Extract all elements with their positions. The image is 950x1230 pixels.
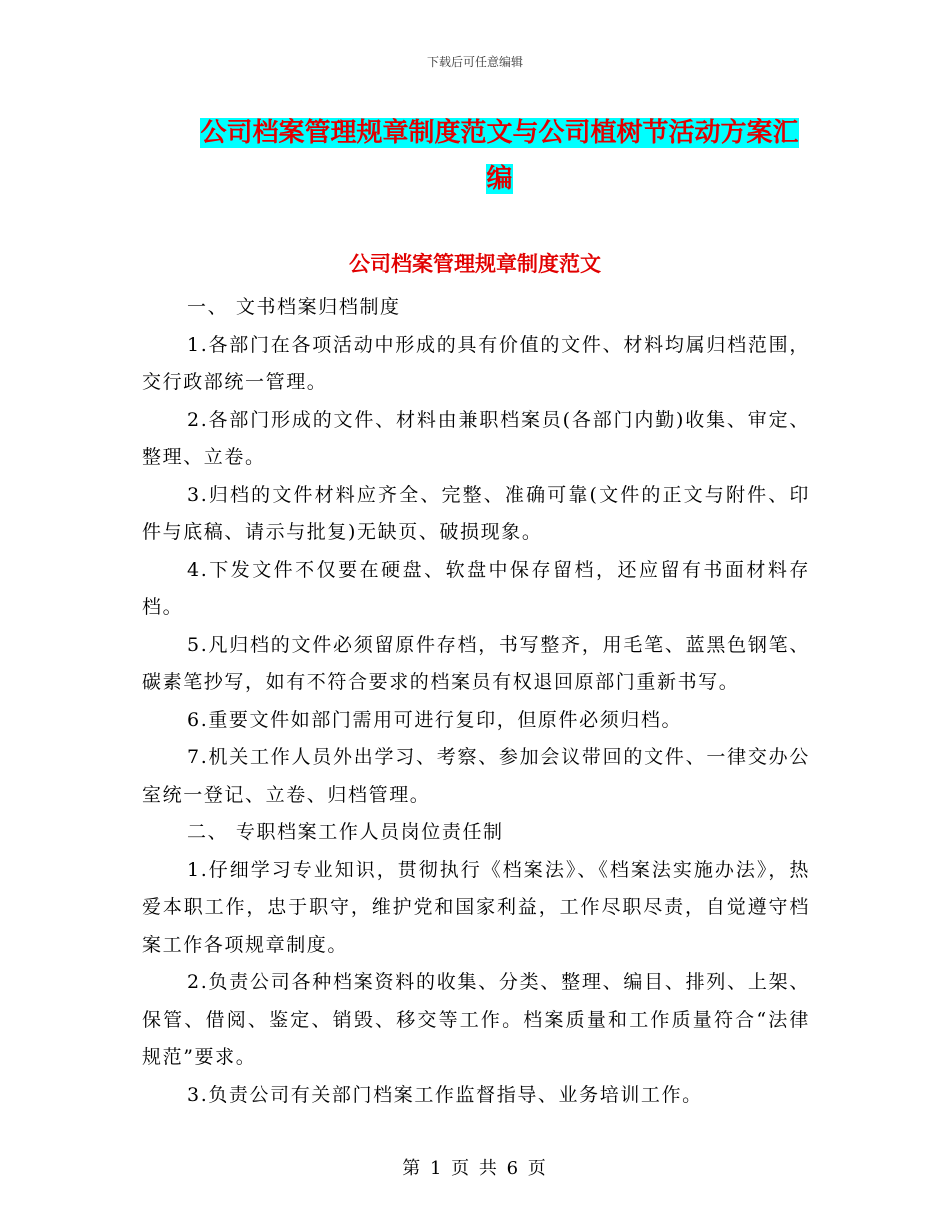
section-heading-2: 二、 专职档案工作人员岗位责任制 — [187, 821, 504, 843]
document-title-text: 公司档案管理规章制度范文与公司植树节活动方案汇编 — [200, 118, 799, 194]
section-heading-1: 一、 文书档案归档制度 — [187, 296, 401, 318]
paragraph: 3.负责公司有关部门档案工作监督指导、业务培训工作。 — [187, 1083, 703, 1106]
paragraph: 1.各部门在各项活动中形成的具有价值的文件、材料均属归档范围，交行政部统一管理。 — [142, 333, 810, 393]
paragraph: 3.归档的文件材料应齐全、完整、准确可靠(文件的正文与附件、印件与底稿、请示与批复)无缺页、破损现象。 — [142, 483, 810, 543]
paragraph: 2.负责公司各种档案资料的收集、分类、整理、编目、排列、上架、保管、借阅、鉴定、销毁、移交等工作。档案质量和工作质量符合“法律规范”要求。 — [142, 971, 810, 1068]
paragraph: 1.仔细学习专业知识，贯彻执行《档案法》、《档案法实施办法》，热爱本职工作，忠于职守，维护党和国家利益，工作尽职尽责，自觉遵守档案工作各项规章制度。 — [142, 858, 810, 956]
section-title: 公司档案管理规章制度范文 — [349, 252, 601, 276]
paragraph: 7.机关工作人员外出学习、考察、参加会议带回的文件、一律交办公室统一登记、立卷、归档管理。 — [142, 746, 810, 806]
paragraph: 5.凡归档的文件必须留原件存档，书写整齐，用毛笔、蓝黑色钢笔、碳素笔抄写，如有不符合要求的档案员有权退回原部门重新书写。 — [142, 633, 810, 693]
document-body — [142, 289, 810, 1114]
paragraph: 2.各部门形成的文件、材料由兼职档案员(各部门内勤)收集、审定、整理、立卷。 — [142, 408, 810, 468]
paragraph: 4.下发文件不仅要在硬盘、软盘中保存留档，还应留有书面材料存档。 — [142, 558, 810, 618]
paragraph: 6.重要文件如部门需用可进行复印，但原件必须归档。 — [187, 708, 683, 731]
page-number: 第 1 页 共 6 页 — [402, 1158, 548, 1179]
header-note: 下载后可任意编辑 — [426, 55, 523, 69]
document-title — [192, 110, 807, 202]
